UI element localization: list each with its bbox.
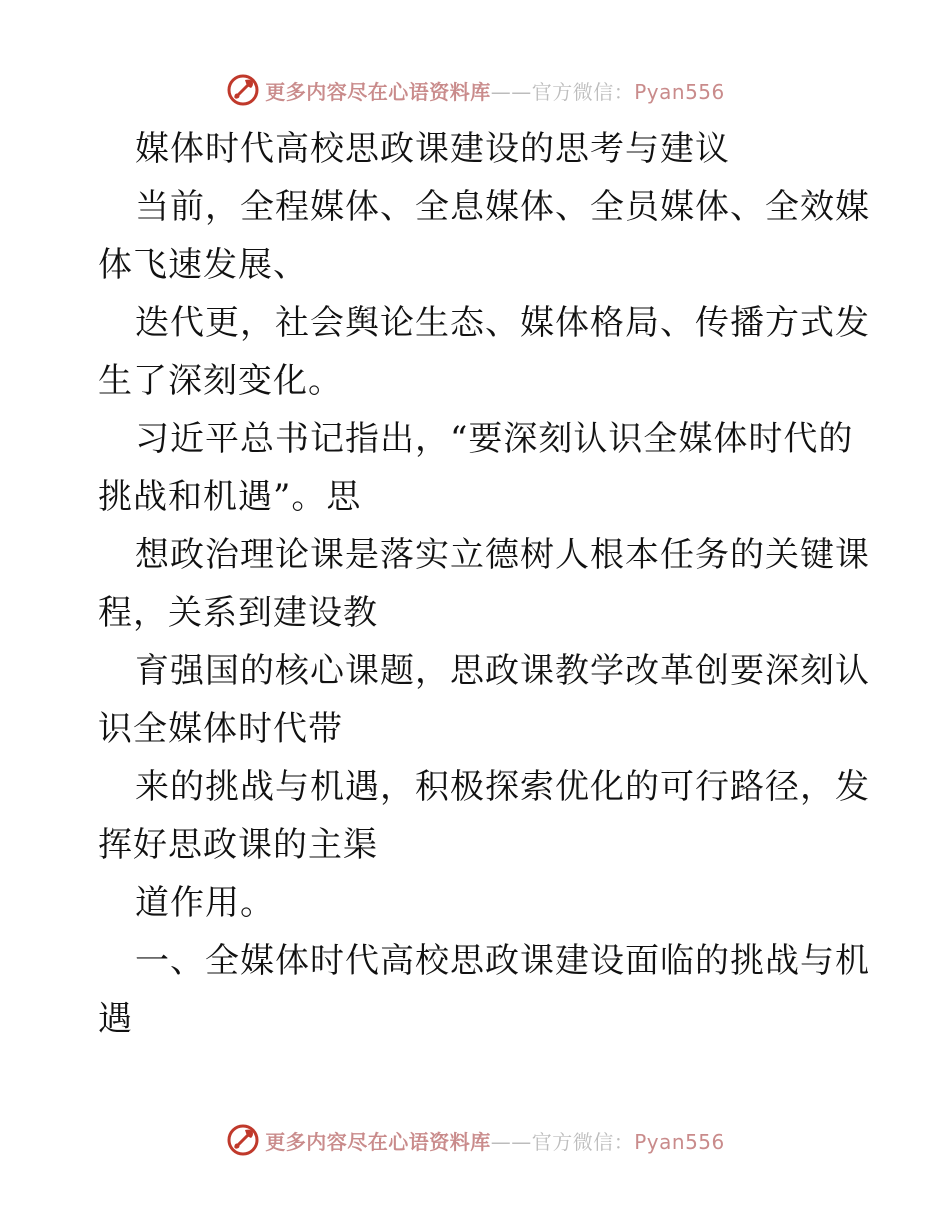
header-banner (0, 70, 950, 110)
banner-text (265, 1126, 725, 1155)
document-body (98, 120, 870, 1048)
document-line: 迭代更，社会舆论生态、媒体格局、传播方式发 (135, 303, 870, 343)
document-line: 想政治理论课是落实立德树人根本任务的关键课 (135, 535, 870, 575)
document-line: 体飞速发展、 (98, 245, 308, 285)
document-line: 媒体时代高校思政课建设的思考与建议 (135, 129, 730, 169)
document-line: 程，关系到建设教 (98, 593, 378, 633)
banner-brand: 更多内容尽在心语资料库 (265, 79, 491, 104)
banner-dash: —— (490, 79, 532, 104)
banner-official: 官方微信： (531, 1129, 635, 1154)
document-line: 一、全媒体时代高校思政课建设面临的挑战与机 (135, 941, 870, 981)
banner-wechat-id: Pyan556 (634, 1129, 725, 1154)
banner-text (265, 76, 725, 105)
banner-wechat-id: Pyan556 (634, 79, 725, 104)
quill-logo-icon (225, 1122, 261, 1158)
banner-official: 官方微信： (531, 79, 635, 104)
banner-dash: —— (490, 1129, 532, 1154)
document-line: 育强国的核心课题，思政课教学改革创要深刻认 (135, 651, 870, 691)
document-line: 遇 (98, 999, 133, 1039)
document-line: 挥好思政课的主渠 (98, 825, 378, 865)
document-line: 习近平总书记指出，“要深刻认识全媒体时代的 (135, 419, 854, 459)
quill-logo-icon (225, 72, 261, 108)
document-line: 当前，全程媒体、全息媒体、全员媒体、全效媒 (135, 187, 870, 227)
footer-banner (0, 1120, 950, 1160)
document-line: 识全媒体时代带 (98, 709, 343, 749)
document-line: 挑战和机遇”。思 (98, 477, 362, 517)
document-line: 道作用。 (135, 883, 275, 923)
document-line: 生了深刻变化。 (98, 361, 343, 401)
banner-brand: 更多内容尽在心语资料库 (265, 1129, 491, 1154)
document-line: 来的挑战与机遇，积极探索优化的可行路径，发 (135, 767, 870, 807)
